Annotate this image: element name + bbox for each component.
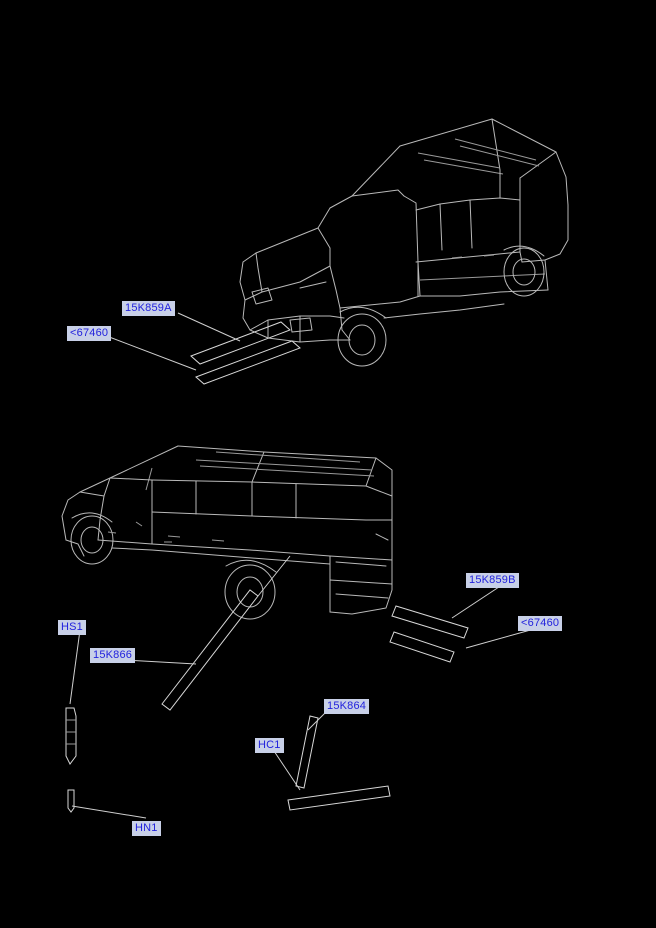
label-15k859b[interactable]: 15K859B (466, 573, 519, 588)
upper-mouldings (104, 313, 300, 384)
label-hs1[interactable]: HS1 (58, 620, 86, 635)
label-15k859a[interactable]: 15K859A (122, 301, 175, 316)
label-15k866[interactable]: 15K866 (90, 648, 135, 663)
lower-vehicle-outline (62, 446, 392, 619)
label-hn1[interactable]: HN1 (132, 821, 161, 836)
label-hc1[interactable]: HC1 (255, 738, 284, 753)
lower-mouldings (66, 556, 552, 818)
label-15k864[interactable]: 15K864 (324, 699, 369, 714)
label-67460-upper[interactable]: <67460 (67, 326, 111, 341)
label-67460-lower[interactable]: <67460 (518, 616, 562, 631)
upper-vehicle-outline (240, 119, 568, 366)
